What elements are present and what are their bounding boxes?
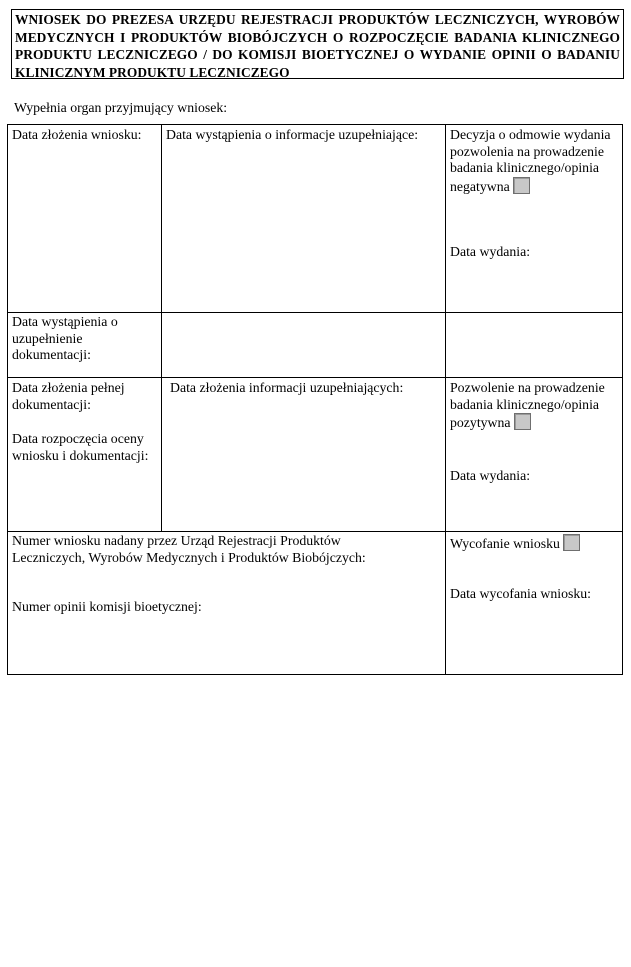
document-title: WNIOSEK DO PREZESA URZĘDU REJESTRACJI PRODUKTÓW LECZNICZYCH, WYROBÓW MEDYCZNYCH I PRODUKTÓW BIOBÓJCZYCH O ROZPOCZĘCIE BADANIA KLINICZNEGO PRODUKTU LECZNICZEGO / DO KOMISJI BIOETYCZNEJ O WYDANIE OPINII O BADANIU KLINICZNYM PRODUKTU LECZNICZEGO xyxy=(11,9,624,79)
permit-positive-label: Pozwolenie na prowadzenie badania klinicznego/opinia pozytywna xyxy=(450,380,605,430)
refusal-decision-label: Decyzja o odmowie wydania pozwolenia na prowadzenie badania klinicznego/opinia negatywna xyxy=(450,127,611,194)
row-divider xyxy=(8,312,622,313)
info-submission-date-label: Data złożenia informacji uzupełniających: xyxy=(170,380,404,395)
info-request-date-label: Data wystąpienia o informacje uzupełniające: xyxy=(166,127,419,142)
refusal-issue-date-label: Data wydania: xyxy=(450,244,531,259)
row-divider xyxy=(8,531,622,532)
ethics-opinion-number-label: Numer opinii komisji bioetycznej: xyxy=(12,599,202,614)
column-divider xyxy=(445,125,446,674)
refusal-checkbox[interactable] xyxy=(513,177,530,194)
withdrawal-label: Wycofanie wniosku xyxy=(450,536,560,551)
evaluation-start-date-label: Data rozpoczęcia oceny wniosku i dokumentacji: xyxy=(12,431,149,463)
withdrawal-checkbox[interactable] xyxy=(563,534,580,551)
full-doc-date-label: Data złożenia pełnej dokumentacji: xyxy=(12,380,125,412)
permit-issue-date-label: Data wydania: xyxy=(450,468,531,483)
intro-text: Wypełnia organ przyjmujący wniosek: xyxy=(14,100,228,115)
column-divider xyxy=(161,125,162,532)
doc-request-date-label: Data wystąpienia o uzupełnienie dokumentacji: xyxy=(12,314,118,362)
withdrawal-cell xyxy=(450,534,620,553)
row-divider xyxy=(8,377,622,378)
withdrawal-date-label: Data wycofania wniosku: xyxy=(450,586,591,601)
application-number-label: Numer wniosku nadany przez Urząd Rejestracji Produktów Leczniczych, Wyrobów Medycznych i Produktów Biobójczych: xyxy=(12,533,366,565)
permit-positive-cell xyxy=(450,380,620,432)
refusal-decision-cell xyxy=(450,127,618,195)
permit-positive-checkbox[interactable] xyxy=(514,413,531,430)
submission-date-label: Data złożenia wniosku: xyxy=(12,127,142,142)
form-table xyxy=(7,124,623,675)
